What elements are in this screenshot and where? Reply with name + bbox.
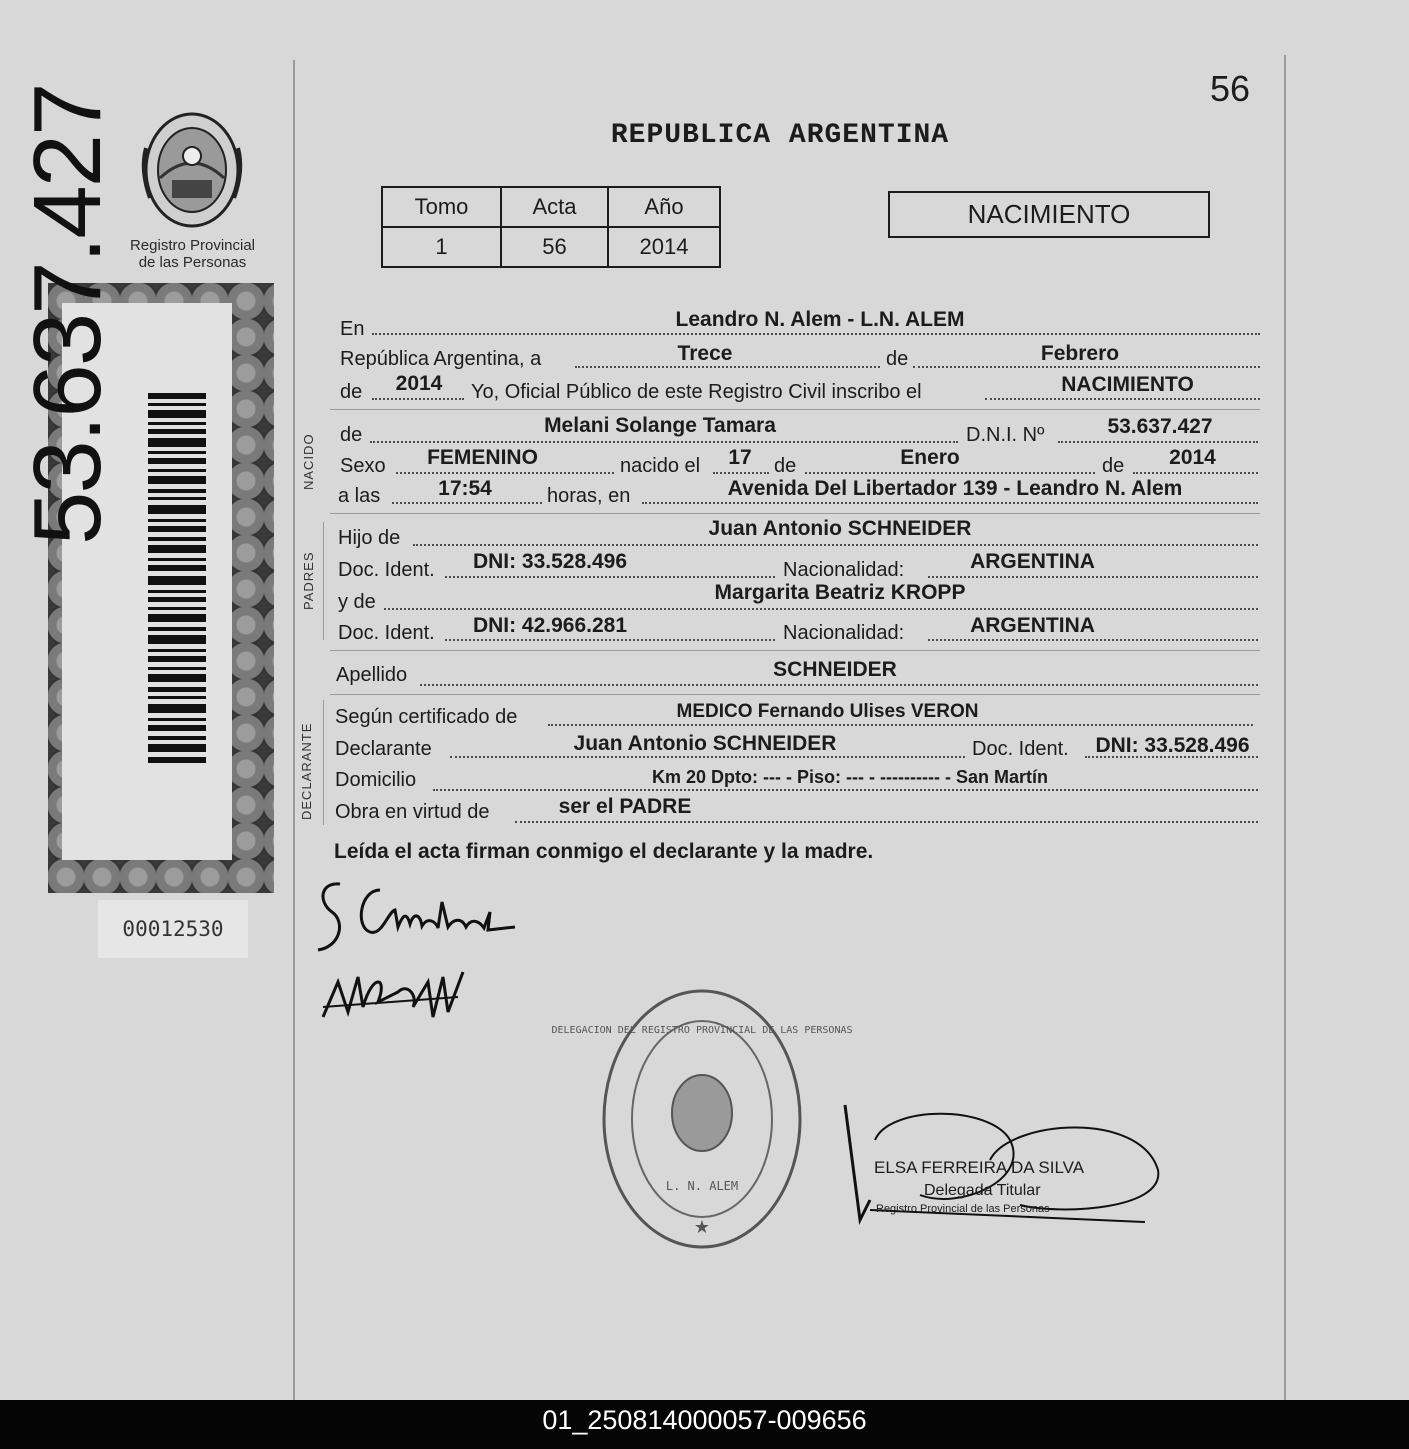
- barcode-icon: [148, 393, 206, 763]
- misiones-emblem-icon: [138, 108, 246, 233]
- dots-mother-doc: [445, 639, 775, 641]
- value-birth-month: Enero: [900, 446, 960, 469]
- official-stamp-icon: [551, 985, 853, 1253]
- tomo-acta-ano-table: [381, 186, 721, 268]
- file-footer: 01_250814000057-009656: [0, 1400, 1409, 1449]
- label-de-year: de: [340, 381, 363, 403]
- dots-en: [372, 333, 1260, 335]
- vertical-dni-number: 53.637.427: [14, 84, 121, 545]
- registry-line-2: de las Personas: [138, 254, 247, 271]
- label-mother-nat: Nacionalidad:: [783, 622, 905, 644]
- value-place: Leandro N. Alem - L.N. ALEM: [675, 308, 965, 331]
- label-de-month: de: [886, 348, 909, 370]
- section-label-padres: PADRES: [301, 551, 316, 610]
- separator-4: [330, 694, 1260, 695]
- label-horas: horas, en: [547, 485, 631, 507]
- value-apellido: SCHNEIDER: [773, 658, 897, 681]
- dots-inscribo: [985, 398, 1260, 400]
- closing-statement: Leída el acta firman conmigo el declarante y la madre.: [334, 840, 874, 863]
- dots-time: [392, 502, 542, 504]
- header-tomo: Tomo: [382, 187, 501, 227]
- value-mother: Margarita Beatriz KROPP: [714, 581, 966, 604]
- dots-year: [372, 398, 464, 400]
- label-en: En: [340, 318, 365, 340]
- value-sexo: FEMENINO: [427, 446, 538, 469]
- label-inscribo: Yo, Oficial Público de este Registro Civil inscribo el: [471, 381, 922, 403]
- dots-apellido: [420, 684, 1258, 686]
- value-mother-nat: ARGENTINA: [970, 614, 1095, 637]
- label-yde: y de: [338, 591, 376, 613]
- value-domicilio: Km 20 Dpto: --- - Piso: --- - ---------- - San Martín: [652, 767, 1048, 787]
- header-ano: Año: [608, 187, 720, 227]
- section-label-nacido: NACIDO: [301, 433, 316, 490]
- value-father-nat: ARGENTINA: [970, 550, 1095, 573]
- right-margin-rule: [1284, 55, 1286, 1400]
- label-father-doc: Doc. Ident.: [338, 559, 435, 581]
- dots-sexo: [396, 472, 614, 474]
- section-label-declarante: DECLARANTE: [299, 722, 314, 820]
- dots-father-nat: [928, 576, 1258, 578]
- dots-birth-month: [805, 472, 1095, 474]
- label-de-birth-month: de: [774, 455, 797, 477]
- value-dni: 53.637.427: [1107, 415, 1213, 438]
- registry-line-1: Registro Provincial: [129, 237, 256, 254]
- label-mother-doc: Doc. Ident.: [338, 622, 435, 644]
- value-ano: 2014: [608, 227, 720, 267]
- dots-domicilio: [433, 789, 1258, 791]
- label-de-name: de: [340, 424, 363, 446]
- value-time: 17:54: [438, 477, 492, 500]
- table-value-row: [382, 227, 720, 267]
- label-obra: Obra en virtud de: [335, 801, 490, 823]
- dots-declarante: [450, 756, 965, 758]
- value-inscribo: NACIMIENTO: [1061, 373, 1194, 396]
- dots-father: [413, 544, 1258, 546]
- dots-birth-day: [713, 472, 769, 474]
- value-day-words: Trece: [677, 342, 733, 365]
- official-registry: Registro Provincial de las Personas: [876, 1203, 1050, 1215]
- dots-father-doc: [445, 576, 775, 578]
- stamp-place: L. N. ALEM: [665, 1179, 739, 1193]
- dots-month: [913, 366, 1260, 368]
- value-name: Melani Solange Tamara: [544, 414, 776, 437]
- dots-day: [575, 366, 880, 368]
- separator-1: [330, 409, 1260, 410]
- header-acta: Acta: [501, 187, 608, 227]
- official-name: ELSA FERREIRA DA SILVA: [874, 1158, 1085, 1177]
- label-domicilio: Domicilio: [335, 769, 417, 791]
- label-decl-doc: Doc. Ident.: [972, 738, 1069, 760]
- value-month-words: Febrero: [1040, 342, 1120, 365]
- value-father: Juan Antonio SCHNEIDER: [708, 517, 972, 540]
- value-father-doc: DNI: 33.528.496: [472, 550, 628, 573]
- value-birth-place: Avenida Del Libertador 139 - Leandro N. Alem: [727, 477, 1183, 500]
- label-de-birth-year: de: [1102, 455, 1125, 477]
- declarant-signature: [310, 872, 530, 962]
- label-dni: D.N.I. Nº: [966, 424, 1045, 446]
- label-segun: Según certificado de: [335, 706, 518, 728]
- value-declarante: Juan Antonio SCHNEIDER: [573, 732, 837, 755]
- dots-obra: [515, 821, 1258, 823]
- dots-mother: [384, 608, 1258, 610]
- page-number: 56: [1210, 68, 1251, 109]
- table-header-row: [382, 187, 720, 227]
- serial-number: 00012530: [98, 900, 248, 958]
- value-tomo: 1: [382, 227, 501, 267]
- separator-3: [330, 650, 1260, 651]
- registry-label: [110, 237, 275, 271]
- dots-certificado: [548, 724, 1253, 726]
- official-role: Delegada Titular: [924, 1182, 1041, 1199]
- dots-birth-year: [1133, 472, 1258, 474]
- padres-rule: [323, 522, 324, 640]
- value-mother-doc: DNI: 42.966.281: [472, 614, 628, 637]
- value-year: 2014: [395, 372, 443, 395]
- stamp-text: DELEGACION DEL REGISTRO PROVINCIAL DE LAS PERSONAS: [551, 1025, 853, 1036]
- value-birth-day: 17: [728, 446, 752, 469]
- value-certificado: MEDICO Fernando Ulises VERON: [676, 701, 979, 722]
- dots-name: [370, 441, 958, 443]
- value-obra: ser el PADRE: [558, 795, 692, 818]
- label-father-nat: Nacionalidad:: [783, 559, 905, 581]
- dots-birth-place: [642, 502, 1258, 504]
- label-republica: República Argentina, a: [340, 348, 542, 370]
- label-alas: a las: [338, 485, 381, 507]
- dots-dni: [1058, 441, 1258, 443]
- stamp-star: ★: [693, 1217, 711, 1237]
- value-decl-doc: DNI: 33.528.496: [1095, 734, 1250, 757]
- left-margin-rule: [293, 60, 295, 1400]
- label-declarante: Declarante: [335, 738, 432, 760]
- label-apellido: Apellido: [336, 664, 408, 686]
- value-birth-year: 2014: [1169, 446, 1216, 469]
- dots-mother-nat: [928, 639, 1258, 641]
- label-hijo: Hijo de: [338, 527, 401, 549]
- label-sexo: Sexo: [340, 455, 386, 477]
- declarante-rule: [323, 700, 324, 825]
- country-title: REPUBLICA ARGENTINA: [610, 120, 950, 151]
- value-acta: 56: [501, 227, 608, 267]
- act-type-box: NACIMIENTO: [888, 191, 1210, 238]
- separator-2: [330, 513, 1260, 514]
- mother-signature: [318, 962, 468, 1037]
- label-nacido: nacido el: [620, 455, 701, 477]
